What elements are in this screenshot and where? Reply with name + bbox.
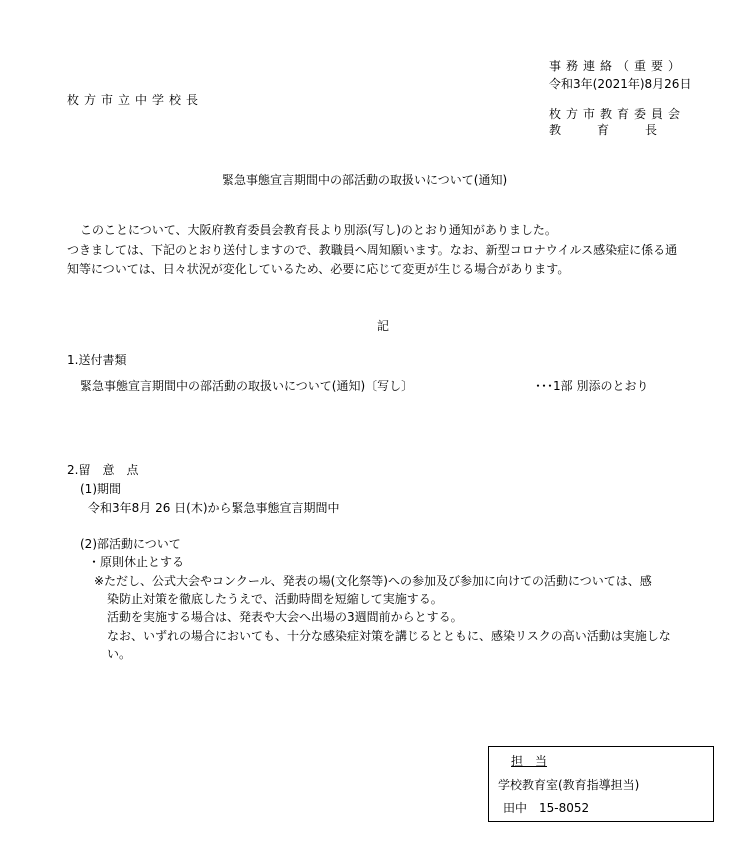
note-line-3: 活動を実施する場合は、発表や大会へ出場の3週間前からとする。 [107, 610, 463, 624]
ki-marker: 記 [377, 319, 390, 333]
note-line-5: い。 [107, 647, 132, 661]
section-1-item-count: ･･･1部 別添のとおり [535, 379, 649, 393]
sender-org: 枚方市教育委員会 [549, 107, 686, 121]
contact-box [488, 746, 714, 822]
body-paragraph-2-line-2: 知等については、日々状況が変化しているため、必要に応じて変更が生じる場合があります。 [67, 262, 570, 276]
recipient: 枚方市立中学校長 [67, 93, 204, 107]
note-line-1: ※ただし、公式大会やコンクール、発表の場(文化祭等)への参加及び参加に向けての活動については、感 [94, 574, 652, 588]
sub-2-bullet: ・原則休止とする [88, 555, 185, 569]
body-paragraph-1: このことについて、大阪府教育委員会教育長より別添(写し)のとおり通知がありました。 [80, 223, 557, 237]
issue-date: 令和3年(2021年)8月26日 [549, 77, 692, 91]
sub-1-text: 令和3年8月 26 日(木)から緊急事態宣言期間中 [88, 501, 340, 515]
contact-label: 担 当 [511, 754, 548, 768]
note-line-4: なお、いずれの場合においても、十分な感染症対策を講じるとともに、感染リスクの高い活動は実施しな [107, 629, 671, 643]
document-title: 緊急事態宣言期間中の部活動の取扱いについて(通知) [222, 173, 508, 187]
section-2-heading: 2.留 意 点 [67, 463, 139, 477]
doc-type: 事務連絡（重要） [549, 59, 686, 73]
section-1-heading: 1.送付書類 [67, 353, 127, 367]
sub-2-heading: (2)部活動について [80, 537, 181, 551]
section-1-item: 緊急事態宣言期間中の部活動の取扱いについて(通知)〔写し〕 [80, 379, 414, 393]
body-paragraph-2-line-1: つきましては、下記のとおり送付しますので、教職員へ周知願います。なお、新型コロナウイルス感染症に係る通 [67, 243, 678, 257]
contact-person: 田中 15-8052 [503, 801, 590, 815]
note-line-2: 染防止対策を徹底したうえで、活動時間を短縮して実施する。 [107, 592, 443, 606]
contact-department: 学校教育室(教育指導担当) [498, 778, 640, 792]
sender-title: 教 育 長 [549, 123, 662, 137]
sub-1-heading: (1)期間 [80, 482, 121, 496]
